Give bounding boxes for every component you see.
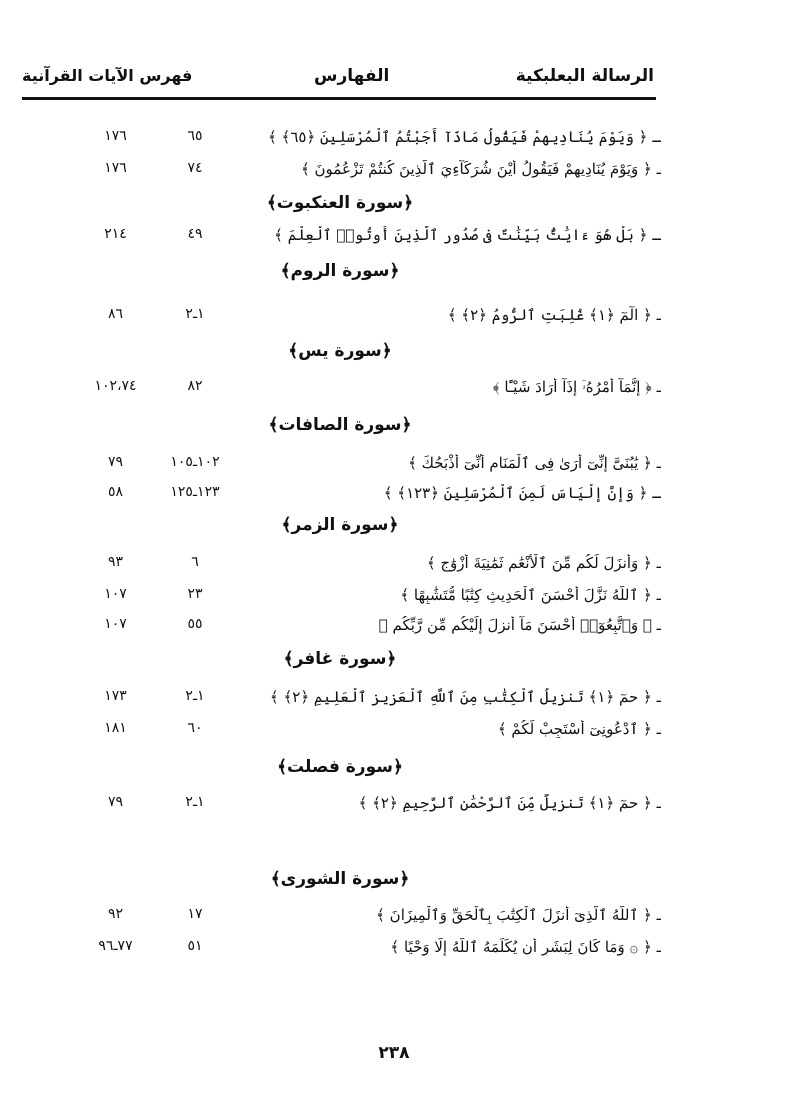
verse-entry xyxy=(0,906,788,934)
page-reference: ١٧٦ xyxy=(104,128,127,144)
verse-text: ـ ﴿ إِنَّمَآ أَمْرُهُۥٓ إِذَآ أَرَادَ شَيْـًٔا ﴾ xyxy=(492,378,661,396)
verse-text: ـ ﴿ وَأَنزَلَ لَكُم مِّنَ ٱلْأَنْعَٰمِ ثَمَٰنِيَةَ أَزْوَٰجٍ ﴾ xyxy=(426,554,661,572)
ayah-number: ٧٤ xyxy=(187,160,203,176)
ayah-number: ٦٥ xyxy=(187,128,203,144)
verse-text: ـ ﴿ ٱللَّهُ ٱلَّذِىٓ أَنزَلَ ٱلْكِتَٰبَ بِٱلْحَقِّ وَٱلْمِيزَانَ ﴾ xyxy=(376,906,661,924)
verse-entry xyxy=(0,128,788,156)
page-reference: ١٧٦ xyxy=(104,160,127,176)
verse-entry xyxy=(0,586,788,614)
surah-heading-row xyxy=(0,260,788,288)
ayah-number: ١ـ٢ xyxy=(185,306,205,322)
verse-text: ـ ﴿ حمٓ ﴿١﴾ تَنزِيلُ ٱلْكِتَٰبِ مِنَ ٱللَّهِ ٱلْعَزِيزِ ٱلْعَلِيمِ ﴿٢﴾ ﴾ xyxy=(269,688,661,706)
page-reference: ٥٨ xyxy=(107,484,124,500)
verse-entry xyxy=(0,306,788,334)
page-reference: ١٠٧ xyxy=(104,586,127,602)
running-header xyxy=(22,60,654,100)
verse-entry xyxy=(0,160,788,188)
page-reference: ٩٢ xyxy=(107,906,124,922)
header-section-title: الفهارس xyxy=(314,66,390,86)
verse-entry xyxy=(0,484,788,512)
verse-entry xyxy=(0,616,788,644)
surah-heading: ﴿سورة فصلت﴾ xyxy=(277,757,403,777)
verse-entry xyxy=(0,226,788,254)
ayah-number: ٥٥ xyxy=(187,616,203,632)
surah-heading-row xyxy=(0,756,788,784)
verse-text: ـ ﴿ وَإِنَّ إِلْيَاسَ لَمِنَ ٱلْمُرْسَلِينَ ﴿١٢٣﴾ ﴾ xyxy=(383,484,661,502)
verse-entry xyxy=(0,554,788,582)
surah-heading: ﴿سورة الصافات﴾ xyxy=(268,415,412,435)
verse-entry xyxy=(0,720,788,748)
page-reference: ٨٦ xyxy=(107,306,124,322)
surah-heading: ﴿سورة العنكبوت﴾ xyxy=(266,193,414,213)
surah-heading-row xyxy=(0,868,788,896)
page-reference: ٩٣ xyxy=(107,554,124,570)
verse-text: ـ ﴿ ۞ وَمَا كَانَ لِبَشَرٍ أَن يُكَلِّمَهُ ٱللَّهُ إِلَّا وَحْيًا ﴾ xyxy=(390,938,661,956)
verse-text: ـ ﴿ وَيَوْمَ يُنَادِيهِمْ فَيَقُولُ مَاذَآ أَجَبْتُمُ ٱلْمُرْسَلِينَ ﴿٦٥﴾ ﴾ xyxy=(267,128,661,146)
page-reference: ٧٩ xyxy=(107,454,124,470)
header-book-title: الرسالة البعلبكية xyxy=(515,66,654,86)
verse-text: ـ ﴿ ٱللَّهُ نَزَّلَ أَحْسَنَ ٱلْحَدِيثِ كِتَٰبًا مُّتَشَٰبِهًا ﴾ xyxy=(400,586,661,604)
surah-heading-row xyxy=(0,648,788,676)
page-reference: ١٠٢،٧٤ xyxy=(94,378,137,394)
surah-heading: ﴿سورة الروم﴾ xyxy=(280,261,400,281)
page-number: ٢٣٨ xyxy=(378,1043,410,1063)
ayah-number: ٦ xyxy=(191,554,199,570)
ayah-number: ١٧ xyxy=(187,906,203,922)
surah-heading-row xyxy=(0,414,788,442)
ayah-number: ٦٠ xyxy=(187,720,203,736)
surah-heading: ﴿سورة الشورى﴾ xyxy=(270,869,410,889)
surah-heading: ﴿سورة غافر﴾ xyxy=(283,649,397,669)
verse-text: ـ ﴿ وَٱتَّبِعُوٓا۟ أَحْسَنَ مَآ أُنزِلَ إِلَيْكُم مِّن رَّبِّكُم ﴾ xyxy=(378,616,661,634)
ayah-number: ٤٩ xyxy=(187,226,203,242)
header-index-title: فهرس الآيات القرآنية xyxy=(22,66,193,85)
verse-entry xyxy=(0,378,788,406)
header-rule xyxy=(22,97,656,100)
verse-entry xyxy=(0,794,788,822)
verse-text: ـ ﴿ وَيَوْمَ يُنَادِيهِمْ فَيَقُولُ أَيْنَ شُرَكَآءِيَ ٱلَّذِينَ كُنتُمْ تَزْعُمُونَ ﴾ xyxy=(300,160,661,178)
page-reference: ١٨١ xyxy=(104,720,127,736)
verse-entry xyxy=(0,454,788,482)
verse-text: ـ ﴿ الٓمٓ ﴿١﴾ غُلِبَتِ ٱلرُّومُ ﴿٢﴾ ﴾ xyxy=(447,306,661,324)
page-reference: ٢١٤ xyxy=(104,226,127,242)
ayah-number: ١٢٣ـ١٢٥ xyxy=(170,484,220,500)
verse-text: ـ ﴿ بَلْ هُوَ ءَايَٰتٌۢ بَيِّنَٰتٌ فِى صُدُورِ ٱلَّذِينَ أُوتُوا۟ ٱلْعِلْمَ ﴾ xyxy=(274,226,661,244)
ayah-number: ١ـ٢ xyxy=(185,794,205,810)
surah-heading-row xyxy=(0,514,788,542)
surah-heading: ﴿سورة الزمر﴾ xyxy=(281,515,399,535)
page-reference: ١٠٧ xyxy=(104,616,127,632)
verse-entry xyxy=(0,688,788,716)
ayah-number: ١ـ٢ xyxy=(185,688,205,704)
ayah-number: ١٠٢ـ١٠٥ xyxy=(170,454,220,470)
verse-text: ـ ﴿ ٱدْعُونِىٓ أَسْتَجِبْ لَكُمْ ﴾ xyxy=(497,720,661,738)
verse-entry xyxy=(0,938,788,966)
ayah-number: ٢٣ xyxy=(187,586,203,602)
page-reference: ٧٧ـ٩٦ xyxy=(98,938,133,954)
ayah-number: ٨٢ xyxy=(187,378,203,394)
verse-text: ـ ﴿ حمٓ ﴿١﴾ تَنزِيلٌ مِّنَ ٱلرَّحْمَٰنِ ٱلرَّحِيمِ ﴿٢﴾ ﴾ xyxy=(358,794,661,812)
surah-heading-row xyxy=(0,192,788,220)
page-reference: ٧٩ xyxy=(107,794,124,810)
page-reference: ١٧٣ xyxy=(104,688,127,704)
ayah-number: ٥١ xyxy=(187,938,203,954)
verse-text: ـ ﴿ يَٰبُنَىَّ إِنِّىٓ أَرَىٰ فِى ٱلْمَنَامِ أَنِّىٓ أَذْبَحُكَ ﴾ xyxy=(408,454,661,472)
surah-heading-row xyxy=(0,340,788,368)
surah-heading: ﴿سورة يس﴾ xyxy=(288,341,392,361)
